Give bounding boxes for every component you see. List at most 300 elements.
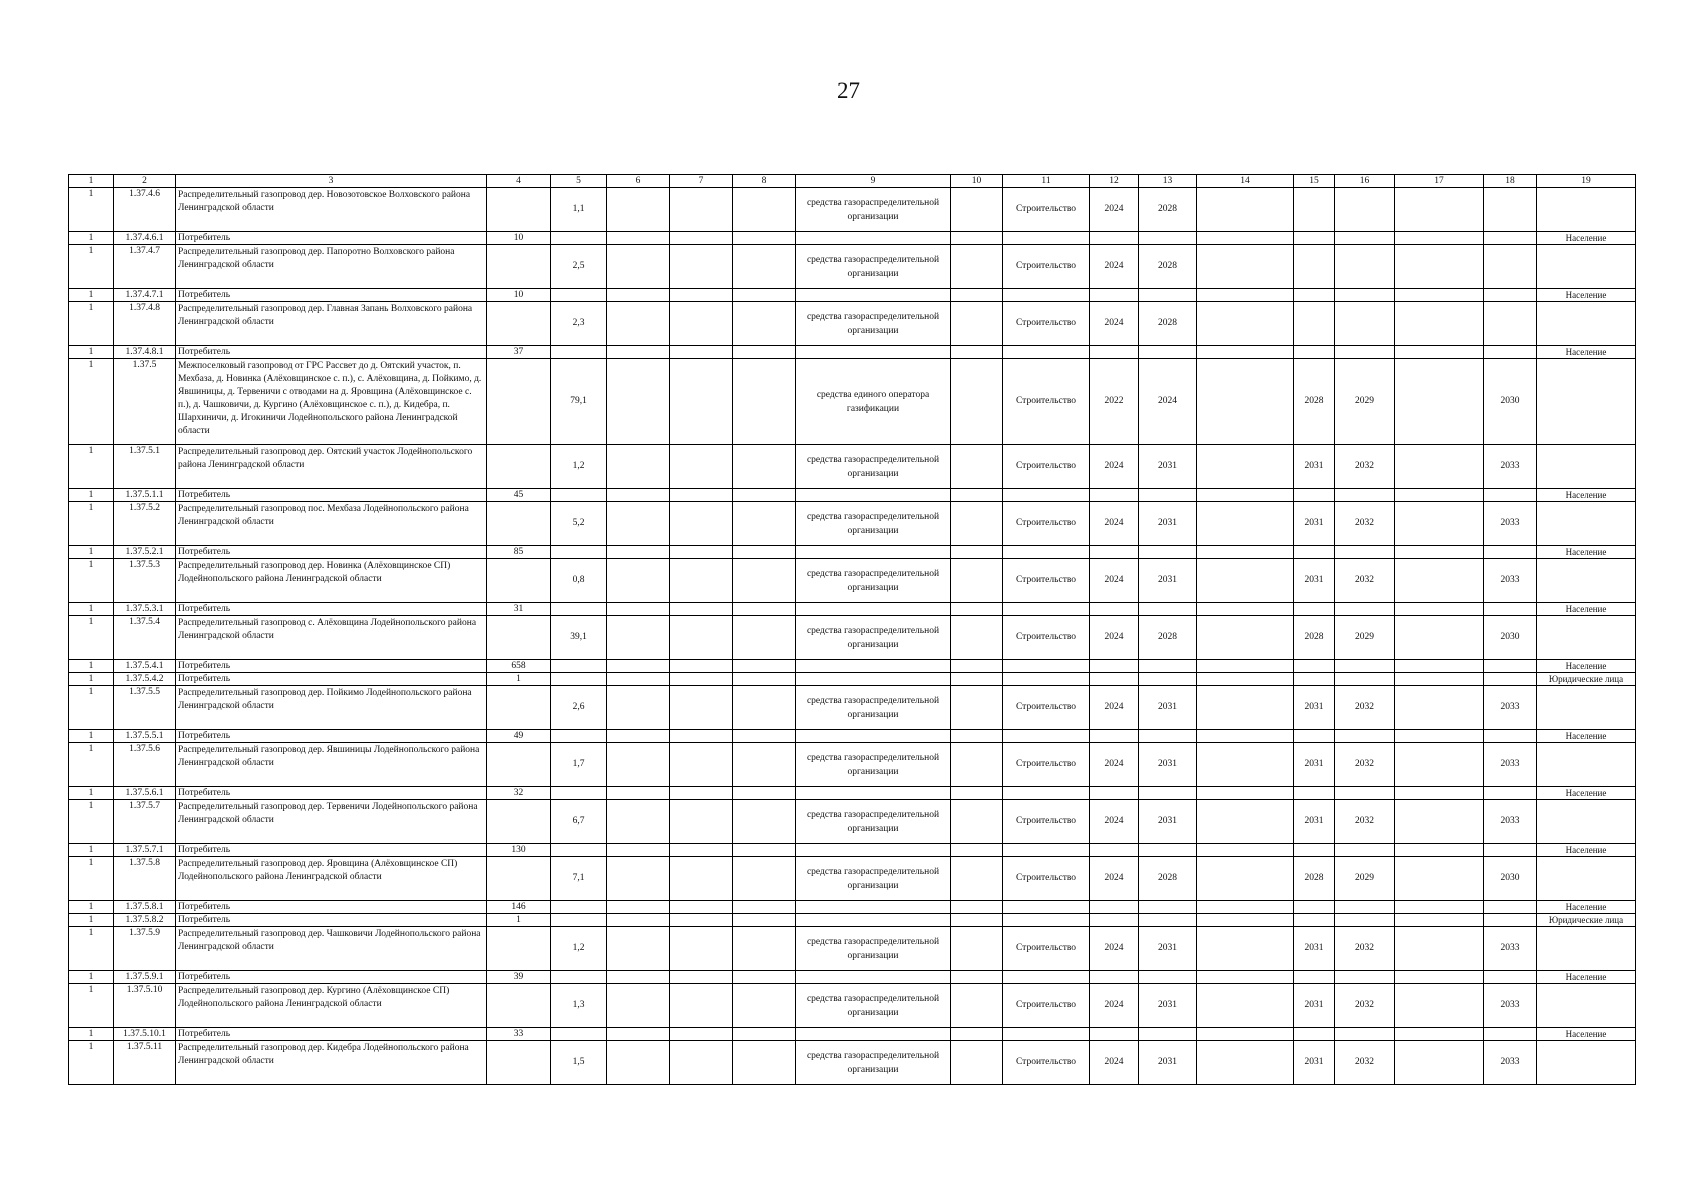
table-cell	[1484, 302, 1537, 346]
table-cell: Строительство	[1003, 445, 1090, 489]
table-cell	[1197, 686, 1294, 730]
table-cell: средства газораспределительной организации	[796, 302, 951, 346]
table-cell	[551, 660, 607, 673]
table-cell: Распределительный газопровод дер. Оятский участок Лодейнопольского района Ленинградской области	[176, 445, 487, 489]
table-cell	[670, 927, 733, 971]
table-cell: 33	[487, 1028, 551, 1041]
table-cell	[1537, 616, 1636, 660]
table-cell: Строительство	[1003, 245, 1090, 289]
table-cell: 39,1	[551, 616, 607, 660]
table-cell	[796, 232, 951, 245]
table-cell	[1003, 1028, 1090, 1041]
table-cell	[951, 927, 1003, 971]
table-cell: Распределительный газопровод дер. Пойкимо Лодейнопольского района Ленинградской области	[176, 686, 487, 730]
table-cell	[1537, 359, 1636, 445]
pipeline-row	[69, 445, 1636, 489]
table-cell	[1090, 787, 1139, 800]
table-cell: 2032	[1335, 800, 1395, 844]
column-header: 12	[1090, 175, 1139, 188]
table-cell	[1294, 289, 1335, 302]
table-cell	[1395, 844, 1484, 857]
table-cell: 2024	[1090, 445, 1139, 489]
table-cell	[607, 971, 670, 984]
table-cell: 1.37.5.9.1	[114, 971, 176, 984]
table-cell	[607, 901, 670, 914]
table-cell	[1197, 232, 1294, 245]
table-cell	[1294, 730, 1335, 743]
table-cell	[551, 289, 607, 302]
table-cell	[1197, 971, 1294, 984]
table-cell	[1294, 346, 1335, 359]
table-cell	[1090, 914, 1139, 927]
table-cell	[1294, 901, 1335, 914]
table-cell	[951, 232, 1003, 245]
table-cell: Строительство	[1003, 559, 1090, 603]
table-cell	[1395, 800, 1484, 844]
table-cell	[487, 502, 551, 546]
table-cell	[607, 800, 670, 844]
table-cell	[1197, 502, 1294, 546]
table-cell	[607, 616, 670, 660]
table-cell	[796, 289, 951, 302]
table-cell: 2028	[1139, 857, 1197, 901]
table-cell: средства газораспределительной организации	[796, 927, 951, 971]
table-cell	[951, 1028, 1003, 1041]
table-cell: 2030	[1484, 616, 1537, 660]
table-cell	[670, 660, 733, 673]
table-cell: 2028	[1294, 359, 1335, 445]
table-cell: Распределительный газопровод дер. Яровщина (Алёховщинское СП) Лодейнопольского района Ленинградской области	[176, 857, 487, 901]
table-cell: Распределительный газопровод дер. Тервеничи Лодейнопольского района Ленинградской области	[176, 800, 487, 844]
table-cell	[1395, 559, 1484, 603]
table-cell	[796, 901, 951, 914]
table-cell	[1294, 546, 1335, 559]
table-cell	[487, 1041, 551, 1085]
table-cell: Потребитель	[176, 546, 487, 559]
table-cell: средства газораспределительной организации	[796, 559, 951, 603]
column-header: 10	[951, 175, 1003, 188]
column-header: 2	[114, 175, 176, 188]
table-cell	[670, 1041, 733, 1085]
table-cell: Межпоселковый газопровод от ГРС Рассвет до д. Оятский участок, п. Мехбаза, д. Новинка (Алёховщинское с. п.), с. Алёховщина, д. Пойкимо, д. Явшиницы, д. Тервеничи с отводами на д. Яровщина (Алёховщинское с. п.), д. Чашковичи, д. Кургино (Алёховщинское с. п.), д. Кидебра, п. Шархиничи, д. Игокиничи Лодейнопольского района Ленинградской области	[176, 359, 487, 445]
table-cell	[733, 559, 796, 603]
table-cell	[796, 673, 951, 686]
table-cell	[1294, 489, 1335, 502]
table-cell	[1395, 489, 1484, 502]
table-cell	[951, 857, 1003, 901]
table-cell: 49	[487, 730, 551, 743]
table-cell	[670, 559, 733, 603]
table-cell	[1484, 546, 1537, 559]
table-cell	[1335, 901, 1395, 914]
table-cell: 2033	[1484, 984, 1537, 1028]
table-cell	[1395, 289, 1484, 302]
table-cell: 1.37.4.8	[114, 302, 176, 346]
table-cell: 2032	[1335, 445, 1395, 489]
table-cell	[1537, 445, 1636, 489]
table-cell	[1294, 971, 1335, 984]
table-cell: 1.37.5.2.1	[114, 546, 176, 559]
table-cell	[733, 489, 796, 502]
table-cell: 1	[69, 787, 114, 800]
table-cell: средства газораспределительной организации	[796, 743, 951, 787]
pipeline-row	[69, 800, 1636, 844]
table-cell: Потребитель	[176, 603, 487, 616]
table-cell: 1.37.4.6	[114, 188, 176, 232]
table-cell	[1197, 245, 1294, 289]
table-cell	[951, 289, 1003, 302]
table-cell	[951, 686, 1003, 730]
table-cell	[607, 489, 670, 502]
table-cell	[1294, 302, 1335, 346]
table-cell: Население	[1537, 1028, 1636, 1041]
table-cell	[1537, 1041, 1636, 1085]
table-cell: 1.37.5.1.1	[114, 489, 176, 502]
table-cell	[1294, 673, 1335, 686]
table-cell	[1335, 289, 1395, 302]
table-cell	[1090, 289, 1139, 302]
table-cell	[951, 844, 1003, 857]
table-cell: Строительство	[1003, 302, 1090, 346]
table-cell	[670, 1028, 733, 1041]
table-cell	[1197, 302, 1294, 346]
table-cell: Строительство	[1003, 1041, 1090, 1085]
table-cell: Потребитель	[176, 730, 487, 743]
table-cell: 2032	[1335, 927, 1395, 971]
table-cell	[796, 660, 951, 673]
table-cell: 6,7	[551, 800, 607, 844]
table-cell	[670, 616, 733, 660]
table-cell: 1	[69, 844, 114, 857]
table-cell	[1395, 857, 1484, 901]
table-cell: 2024	[1090, 188, 1139, 232]
table-cell: 32	[487, 787, 551, 800]
table-cell	[1294, 844, 1335, 857]
table-cell	[670, 901, 733, 914]
table-cell: 1.37.5.6.1	[114, 787, 176, 800]
table-cell: Потребитель	[176, 289, 487, 302]
table-cell	[1003, 603, 1090, 616]
table-cell	[1139, 844, 1197, 857]
table-cell	[1139, 787, 1197, 800]
consumer-row	[69, 603, 1636, 616]
consumer-row	[69, 971, 1636, 984]
table-cell	[733, 787, 796, 800]
table-cell: 2024	[1090, 743, 1139, 787]
table-cell	[733, 1028, 796, 1041]
table-cell	[607, 914, 670, 927]
table-cell	[1537, 302, 1636, 346]
table-cell	[670, 730, 733, 743]
table-cell	[551, 346, 607, 359]
table-cell: 1	[69, 914, 114, 927]
table-cell	[607, 346, 670, 359]
table-cell: 39	[487, 971, 551, 984]
table-cell	[607, 559, 670, 603]
table-cell: 1	[69, 901, 114, 914]
table-cell	[1537, 984, 1636, 1028]
table-cell: 2033	[1484, 559, 1537, 603]
table-cell	[733, 971, 796, 984]
table-cell: 1	[487, 914, 551, 927]
table-cell	[1335, 914, 1395, 927]
table-cell	[1335, 346, 1395, 359]
table-cell: Население	[1537, 489, 1636, 502]
column-header: 17	[1395, 175, 1484, 188]
consumer-row	[69, 232, 1636, 245]
table-cell	[1335, 844, 1395, 857]
table-cell	[1090, 1028, 1139, 1041]
column-number-row	[69, 175, 1636, 188]
table-cell: 2,6	[551, 686, 607, 730]
table-cell: 2031	[1139, 743, 1197, 787]
table-cell	[951, 346, 1003, 359]
table-cell	[796, 1028, 951, 1041]
table-cell	[1537, 502, 1636, 546]
table-cell	[1197, 730, 1294, 743]
table-cell: 1.37.5.8.1	[114, 901, 176, 914]
table-cell	[733, 603, 796, 616]
table-cell	[1090, 971, 1139, 984]
table-cell	[951, 984, 1003, 1028]
table-cell: 2024	[1090, 302, 1139, 346]
table-cell: 1	[69, 984, 114, 1028]
table-cell	[951, 489, 1003, 502]
table-cell: 1.37.5.7	[114, 800, 176, 844]
table-cell	[607, 730, 670, 743]
table-cell: Распределительный газопровод пос. Мехбаза Лодейнопольского района Ленинградской области	[176, 502, 487, 546]
table-cell	[733, 289, 796, 302]
table-cell: Потребитель	[176, 1028, 487, 1041]
gas-pipeline-table	[68, 174, 1636, 1085]
table-cell: 1,2	[551, 445, 607, 489]
table-cell	[1395, 616, 1484, 660]
table-cell: Распределительный газопровод дер. Кидебра Лодейнопольского района Ленинградской области	[176, 1041, 487, 1085]
table-cell: 1.37.5.4	[114, 616, 176, 660]
table-cell	[733, 502, 796, 546]
table-cell	[1139, 660, 1197, 673]
table-cell	[607, 546, 670, 559]
table-cell: 2032	[1335, 743, 1395, 787]
table-cell: 1	[487, 673, 551, 686]
table-cell	[1537, 559, 1636, 603]
table-cell	[487, 800, 551, 844]
table-cell: 1,1	[551, 188, 607, 232]
table-cell: 1.37.5.4.2	[114, 673, 176, 686]
table-cell	[1395, 302, 1484, 346]
table-cell: 1	[69, 603, 114, 616]
table-cell	[1003, 673, 1090, 686]
table-cell	[796, 971, 951, 984]
table-cell: 7,1	[551, 857, 607, 901]
table-cell: 2032	[1335, 984, 1395, 1028]
table-cell: средства газораспределительной организации	[796, 445, 951, 489]
table-cell	[951, 616, 1003, 660]
table-cell: Потребитель	[176, 673, 487, 686]
table-cell	[1090, 489, 1139, 502]
table-cell	[1335, 546, 1395, 559]
column-header: 14	[1197, 175, 1294, 188]
table-cell	[1139, 346, 1197, 359]
table-cell: 1	[69, 489, 114, 502]
table-cell: 1.37.5	[114, 359, 176, 445]
table-cell	[1139, 289, 1197, 302]
table-cell: Население	[1537, 730, 1636, 743]
table-cell	[951, 901, 1003, 914]
table-cell: Распределительный газопровод дер. Чашковичи Лодейнопольского района Ленинградской области	[176, 927, 487, 971]
table-cell	[951, 559, 1003, 603]
table-cell	[670, 289, 733, 302]
table-cell	[951, 302, 1003, 346]
table-cell	[1395, 603, 1484, 616]
table-cell	[733, 984, 796, 1028]
table-cell: Распределительный газопровод с. Алёховщина Лодейнопольского района Ленинградской области	[176, 616, 487, 660]
table-cell	[670, 302, 733, 346]
table-cell	[1003, 730, 1090, 743]
table-cell: 1	[69, 1028, 114, 1041]
table-cell	[1335, 1028, 1395, 1041]
table-cell: Потребитель	[176, 901, 487, 914]
table-cell: Распределительный газопровод дер. Кургино (Алёховщинское СП) Лодейнопольского района Ленинградской области	[176, 984, 487, 1028]
table-cell	[733, 188, 796, 232]
table-cell	[1335, 188, 1395, 232]
table-cell	[733, 616, 796, 660]
table-cell	[551, 901, 607, 914]
table-cell	[1090, 901, 1139, 914]
pipeline-row	[69, 927, 1636, 971]
table-cell	[607, 603, 670, 616]
table-cell: 1	[69, 743, 114, 787]
table-cell	[1090, 232, 1139, 245]
table-cell	[487, 743, 551, 787]
table-cell	[607, 673, 670, 686]
table-cell	[1294, 914, 1335, 927]
table-cell: 2033	[1484, 800, 1537, 844]
table-cell: средства газораспределительной организации	[796, 800, 951, 844]
column-header: 15	[1294, 175, 1335, 188]
table-cell	[1197, 489, 1294, 502]
table-cell	[607, 302, 670, 346]
table-cell	[1139, 673, 1197, 686]
table-cell	[1484, 660, 1537, 673]
pipeline-row	[69, 857, 1636, 901]
table-cell	[1335, 232, 1395, 245]
table-cell: 2030	[1484, 359, 1537, 445]
table-cell: 2028	[1139, 188, 1197, 232]
table-cell	[1197, 289, 1294, 302]
table-cell: 5,2	[551, 502, 607, 546]
table-cell	[607, 232, 670, 245]
table-cell: Строительство	[1003, 359, 1090, 445]
table-cell	[951, 743, 1003, 787]
table-cell: Потребитель	[176, 346, 487, 359]
table-cell	[1537, 800, 1636, 844]
table-cell	[1395, 359, 1484, 445]
table-cell	[951, 660, 1003, 673]
table-cell	[1484, 673, 1537, 686]
table-cell: 2033	[1484, 686, 1537, 730]
table-cell: 2031	[1139, 559, 1197, 603]
table-cell	[607, 289, 670, 302]
table-cell	[1197, 927, 1294, 971]
table-cell	[1003, 787, 1090, 800]
table-cell	[796, 844, 951, 857]
table-cell	[1197, 901, 1294, 914]
table-cell: 2024	[1090, 686, 1139, 730]
column-header: 5	[551, 175, 607, 188]
table-cell	[1139, 546, 1197, 559]
table-cell: Распределительный газопровод дер. Новозотовское Волховского района Ленинградской области	[176, 188, 487, 232]
table-cell: 1	[69, 232, 114, 245]
table-cell	[1197, 546, 1294, 559]
table-cell	[1197, 844, 1294, 857]
table-cell: 2033	[1484, 927, 1537, 971]
table-cell: средства газораспределительной организации	[796, 502, 951, 546]
table-cell: 1	[69, 616, 114, 660]
table-cell: 10	[487, 289, 551, 302]
table-cell	[1537, 245, 1636, 289]
table-cell: 2033	[1484, 445, 1537, 489]
table-cell	[1003, 489, 1090, 502]
table-cell: Строительство	[1003, 927, 1090, 971]
table-cell	[1294, 188, 1335, 232]
table-cell	[670, 245, 733, 289]
table-cell	[796, 489, 951, 502]
table-cell: 1	[69, 346, 114, 359]
table-cell	[1139, 1028, 1197, 1041]
table-cell	[1335, 489, 1395, 502]
table-cell	[487, 984, 551, 1028]
table-cell: 1	[69, 289, 114, 302]
table-cell	[607, 502, 670, 546]
table-cell	[1484, 188, 1537, 232]
table-cell	[607, 743, 670, 787]
table-cell	[796, 546, 951, 559]
table-cell: 0,8	[551, 559, 607, 603]
table-cell	[733, 800, 796, 844]
table-cell	[733, 901, 796, 914]
table-cell: средства газораспределительной организации	[796, 857, 951, 901]
table-cell	[733, 1041, 796, 1085]
table-cell	[1395, 1028, 1484, 1041]
table-cell	[551, 489, 607, 502]
table-cell: 1.37.5.8	[114, 857, 176, 901]
table-cell: 2024	[1090, 245, 1139, 289]
table-cell	[487, 857, 551, 901]
table-cell	[1197, 800, 1294, 844]
table-cell: 2024	[1090, 1041, 1139, 1085]
table-cell	[796, 914, 951, 927]
table-cell: 2022	[1090, 359, 1139, 445]
table-cell: 2031	[1139, 1041, 1197, 1085]
table-cell	[1003, 346, 1090, 359]
table-cell	[1484, 289, 1537, 302]
table-cell	[1395, 346, 1484, 359]
table-cell: 2031	[1139, 984, 1197, 1028]
table-cell	[607, 984, 670, 1028]
consumer-row	[69, 844, 1636, 857]
table-cell: средства газораспределительной организации	[796, 1041, 951, 1085]
table-cell: Потребитель	[176, 660, 487, 673]
table-cell	[733, 346, 796, 359]
table-cell: Строительство	[1003, 984, 1090, 1028]
table-cell: 1.37.4.6.1	[114, 232, 176, 245]
table-cell	[1395, 901, 1484, 914]
consumer-row	[69, 901, 1636, 914]
table-cell: 1	[69, 857, 114, 901]
table-cell	[733, 927, 796, 971]
table-cell	[951, 359, 1003, 445]
